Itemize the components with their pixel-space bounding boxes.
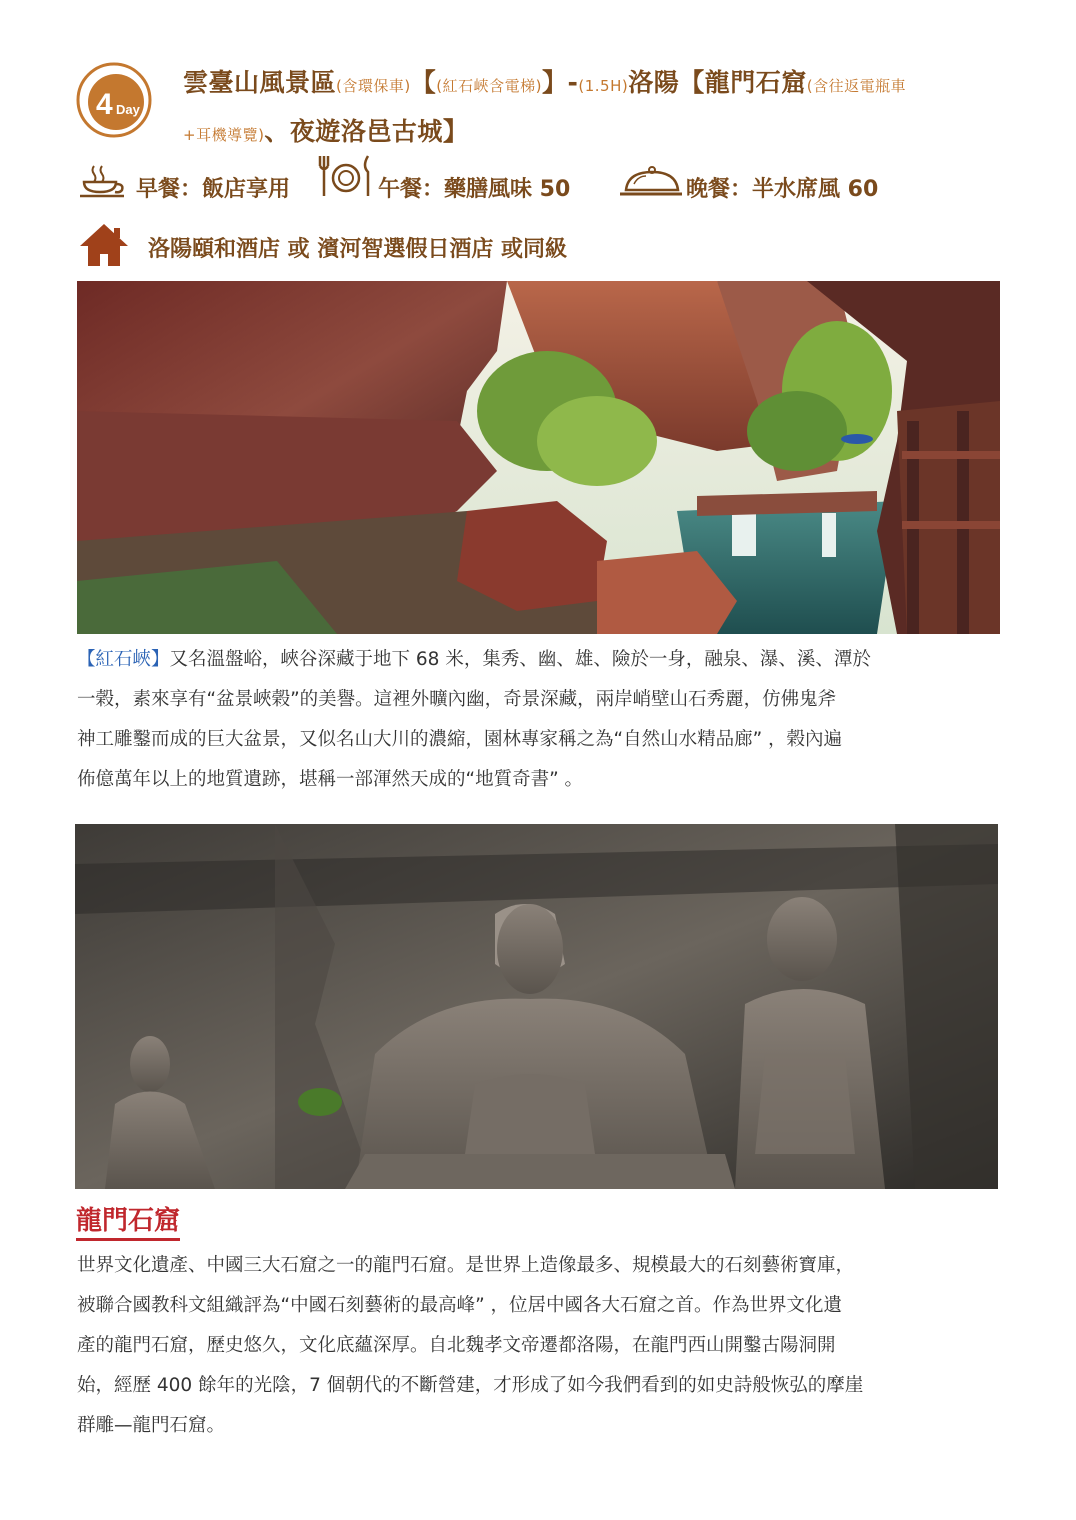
dining-plate-icon [318,152,376,208]
title-part2: 【 [410,68,437,97]
meals-row [80,158,1040,208]
description-line: 群雕—龍門石窟。 [77,1415,226,1436]
description-line-text: 又名溫盤峪，峽谷深藏于地下 68 米，集秀、幽、雄、險於一身，融泉、瀑、溪、潭於 [169,649,871,670]
lunch-label: 午餐：藥膳風味 50 [378,177,571,202]
title-part6: 、夜遊洛邑古城】 [264,117,469,146]
red-stone-gorge-tag: 【紅石峽】 [77,649,170,670]
longmen-grottoes-photo [75,824,998,1189]
longmen-section-title [76,1200,180,1237]
cloche-icon [618,164,684,204]
day-label: Day [116,102,140,117]
longmen-description [77,1246,863,1446]
hotel-label: 洛陽頤和酒店 或 濱河智選假日酒店 或同級 [148,237,567,262]
red-stone-gorge-description [77,640,871,800]
house-icon [78,222,130,272]
title-part2-note: (紅石峽含電梯) [436,77,542,95]
hotel-row [78,220,1038,270]
day-number: 4 [96,88,113,121]
description-line: 一榖，素來享有“盆景峽榖”的美譽。這裡外曠內幽，奇景深藏，兩岸峭壁山石秀麗，仿佛鬼斧 [77,689,837,710]
title-part5-note: +耳機導覽) [183,126,265,144]
breakfast-label: 早餐：飯店享用 [136,177,291,202]
day-badge-icon [76,62,152,138]
description-line: 被聯合國教科文組織評為“中國石刻藝術的最高峰” ，位居中國各大石窟之首。作為世界文化遺 [77,1295,843,1316]
title-part3: 】- [541,68,579,97]
title-part4: 洛陽【龍門石窟 [628,68,807,97]
dinner-label: 晚餐：半水席風 60 [686,177,879,202]
description-line: 佈億萬年以上的地質遺跡，堪稱一部渾然天成的“地質奇書” 。 [77,769,584,790]
description-line: 世界文化遺產、中國三大石窟之一的龍門石窟。是世界上造像最多、規模最大的石刻藝術寶庫， [77,1255,855,1276]
title-part1: 雲臺山風景區 [183,68,337,97]
title-part1-note: (含環保車) [336,77,411,95]
description-line: 產的龍門石窟，歷史悠久，文化底蘊深厚。自北魏孝文帝遷都洛陽，在龍門西山開鑿古陽洞開 [77,1335,836,1356]
description-line: 始，經歷 400 餘年的光陰，7 個朝代的不斷營建，才形成了如今我們看到的如史詩般恢弘的摩崖 [77,1375,864,1396]
description-line [77,640,871,680]
description-line: 神工雕鑿而成的巨大盆景，又似名山大川的濃縮，園林專家稱之為“自然山水精品廊” ，榖內遍 [77,729,843,750]
title-part3-note: (1.5H) [578,77,629,95]
title-part4-note: (含往返電瓶車 [806,77,907,95]
title-underline [76,1238,180,1241]
red-stone-gorge-photo [77,281,1000,634]
coffee-cup-icon [80,164,132,206]
longmen-title-text: 龍門石窟 [76,1206,181,1236]
itinerary-title [183,60,1043,158]
